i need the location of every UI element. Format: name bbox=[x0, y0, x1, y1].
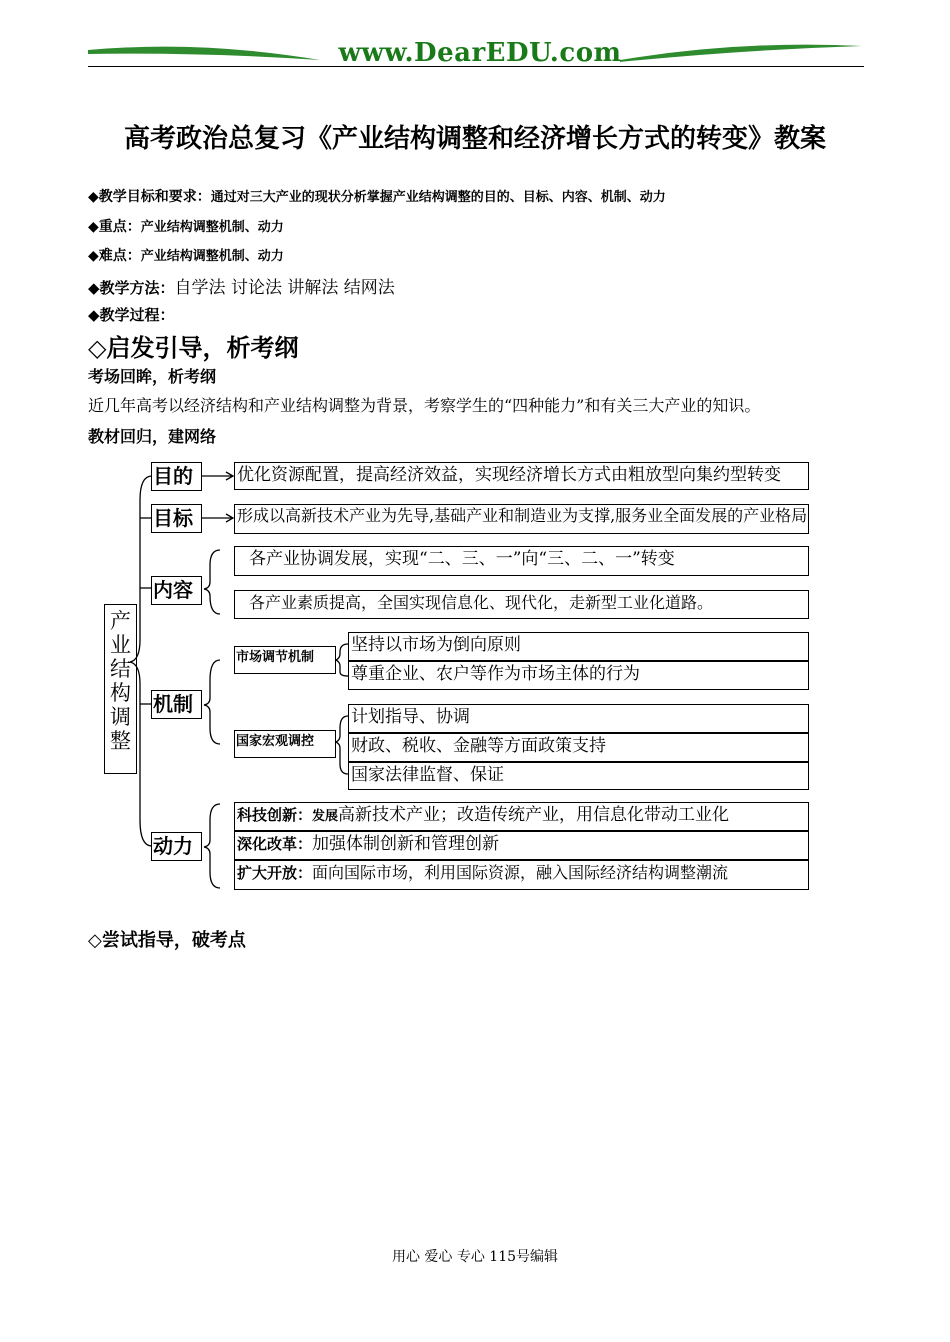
subheading-network: 教材回归，建网络 bbox=[88, 427, 217, 446]
root-char: 构 bbox=[110, 681, 131, 705]
force-item-text: 面向国际市场，利用国际资源，融入国际经济结构调整潮流 bbox=[312, 863, 729, 882]
site-logo[interactable]: www.DearEDU.com bbox=[338, 38, 622, 68]
force-item-text: 加强体制创新和管理创新 bbox=[312, 834, 500, 854]
root-char: 调 bbox=[110, 705, 131, 729]
force-item-label: 深化改革： bbox=[237, 835, 313, 853]
market-item: 尊重企业、农户等作为市场主体的行为 bbox=[348, 661, 809, 690]
node-target: 目标 bbox=[151, 504, 202, 533]
force-item bbox=[234, 860, 809, 890]
force-item-label: 扩大开放： bbox=[237, 864, 313, 882]
target-box: 形成以高新技术产业为先导,基础产业和制造业为支撑,服务业全面发展的产业格局 bbox=[234, 504, 809, 534]
section-heading-1: ◇启发引导，析考纲 bbox=[88, 333, 299, 362]
method-label: ◆教学方法： bbox=[88, 279, 175, 297]
macro-item: 财政、税收、金融等方面政策支持 bbox=[348, 733, 809, 762]
root-char: 产 bbox=[110, 609, 131, 633]
goal-label: ◆教学目标和要求： bbox=[88, 189, 211, 205]
root-char: 结 bbox=[110, 657, 131, 681]
goal-box: 优化资源配置，提高经济效益，实现经济增长方式由粗放型向集约型转变 bbox=[234, 462, 809, 490]
key-text: 产业结构调整机制、动力 bbox=[140, 220, 284, 235]
key-label: ◆重点： bbox=[88, 219, 141, 235]
node-goal: 目的 bbox=[151, 462, 202, 491]
node-macro: 国家宏观调控 bbox=[234, 730, 336, 758]
macro-item: 国家法律监督、保证 bbox=[348, 762, 809, 790]
diagram-root bbox=[104, 604, 137, 774]
force-item-label2: 发展 bbox=[312, 809, 339, 824]
page-footer: 用心 爱心 专心 115号编辑 bbox=[391, 1249, 559, 1265]
content-item: 各产业协调发展，实现“二、三、一”向“三、二、一”转变 bbox=[234, 546, 809, 576]
goal-text: 通过对三大产业的现状分析掌握产业结构调整的目的、目标、内容、机制、动力 bbox=[210, 190, 666, 205]
node-mechanism: 机制 bbox=[151, 690, 202, 719]
force-item bbox=[234, 831, 809, 860]
content-item: 各产业素质提高，全国实现信息化、现代化，走新型工业化道路。 bbox=[234, 590, 809, 619]
node-content: 内容 bbox=[151, 576, 202, 605]
section-heading-2: ◇尝试指导，破考点 bbox=[88, 930, 246, 951]
hard-text: 产业结构调整机制、动力 bbox=[140, 249, 284, 264]
exam-paragraph: 近几年高考以经济结构和产业结构调整为背景，考察学生的“四种能力”和有关三大产业的知识。 bbox=[88, 396, 761, 415]
process-label: ◆教学过程： bbox=[88, 306, 175, 324]
node-force: 动力 bbox=[151, 832, 202, 861]
method-text: 自学法 讨论法 讲解法 结网法 bbox=[174, 278, 395, 298]
root-char: 整 bbox=[110, 729, 131, 753]
subheading-exam: 考场回眸，析考纲 bbox=[88, 367, 217, 386]
force-item-text: 高新技术产业；改造传统产业，用信息化带动工业化 bbox=[338, 805, 730, 825]
macro-item: 计划指导、协调 bbox=[348, 704, 809, 733]
node-market: 市场调节机制 bbox=[234, 646, 336, 674]
force-item-label: 科技创新： bbox=[237, 806, 313, 824]
market-item: 坚持以市场为倒向原则 bbox=[348, 632, 809, 661]
force-item bbox=[234, 802, 809, 831]
hard-label: ◆难点： bbox=[88, 248, 141, 264]
page-title: 高考政治总复习《产业结构调整和经济增长方式的转变》教案 bbox=[123, 124, 826, 154]
root-char: 业 bbox=[110, 633, 131, 657]
